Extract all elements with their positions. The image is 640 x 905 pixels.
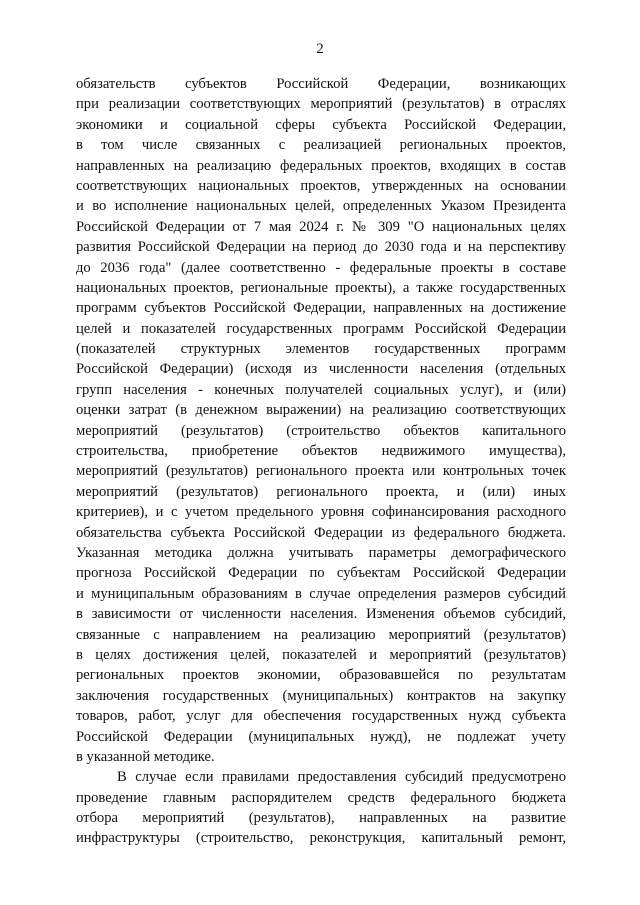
text-line: развития Российской Федерации на период до 2030 года и на перспективу [76, 239, 566, 256]
text-line: Указанная методика должна учитывать параметры демографического [76, 544, 566, 561]
text-line: групп населения - конечных получателей социальных услуг), и (или) [76, 381, 566, 398]
text-line: в зависимости от численности населения. Изменения объемов субсидий, [76, 606, 566, 623]
text-line: Российской Федерации) (исходя из численности населения (отдельных [76, 361, 566, 378]
text-line: Российской Федерации от 7 мая 2024 г. № 309 "О национальных целях [76, 218, 566, 235]
text-line: в указанной методике. [76, 748, 215, 765]
text-line: в том числе связанных с реализацией региональных проектов, [76, 137, 566, 154]
text-line: критериев), и с учетом предельного уровня софинансирования расходного [76, 504, 566, 521]
text-line: мероприятий (результатов) регионального проекта, и (или) иных [76, 483, 566, 500]
text-line: отбора мероприятий (результатов), направленных на развитие [76, 810, 566, 827]
text-line: в целях достижения целей, показателей и мероприятий (результатов) [76, 646, 566, 663]
text-line: Российской Федерации (муниципальных нужд), не подлежат учету [76, 728, 566, 745]
text-line: оценки затрат (в денежном выражении) на реализацию соответствующих [76, 402, 566, 419]
text-line: до 2036 года" (далее соответственно - федеральные проекты в составе [76, 259, 566, 276]
text-line: национальных проектов, региональные проекты), а также государственных [76, 279, 566, 296]
text-line: обязательства субъекта Российской Федерации из федерального бюджета. [76, 524, 566, 541]
text-line: мероприятий (результатов) регионального проекта или контрольных точек [76, 463, 566, 480]
text-line: (показателей структурных элементов государственных программ [76, 341, 566, 358]
text-line: В случае если правилами предоставления субсидий предусмотрено [117, 769, 566, 786]
text-line: целей и показателей государственных программ Российской Федерации [76, 320, 566, 337]
text-line: направленных на реализацию федеральных проектов, входящих в состав [76, 157, 566, 174]
text-line: прогноза Российской Федерации по субъектам Российской Федерации [76, 565, 566, 582]
text-line: программ субъектов Российской Федерации, направленных на достижение [76, 300, 566, 317]
text-line: соответствующих национальных проектов, утвержденных на основании [76, 177, 566, 194]
text-line: связанные с направлением на реализацию мероприятий (результатов) [76, 626, 566, 643]
text-line: проведение главным распорядителем средств федерального бюджета [76, 789, 566, 806]
text-line: мероприятий (результатов) (строительство объектов капитального [76, 422, 566, 439]
text-line: и муниципальным образованиям в случае определения размеров субсидий [76, 585, 566, 602]
text-line: обязательств субъектов Российской Федерации, возникающих [76, 76, 566, 92]
text-line: заключения государственных (муниципальных) контрактов на закупку [76, 687, 566, 704]
text-line: экономики и социальной сферы субъекта Российской Федерации, [76, 116, 566, 133]
text-line: товаров, работ, услуг для обеспечения государственных нужд субъекта [76, 708, 566, 725]
text-line: строительства, приобретение объектов недвижимого имущества), [76, 443, 566, 460]
text-line: инфраструктуры (строительство, реконструкция, капитальный ремонт, [76, 830, 566, 847]
text-line: и во исполнение национальных целей, определенных Указом Президента [76, 198, 566, 215]
page-number: 2 [316, 41, 324, 57]
body-text [76, 74, 566, 849]
text-line: региональных проектов экономии, образовавшейся по результатам [76, 667, 566, 684]
text-line: при реализации соответствующих мероприятий (результатов) в отраслях [76, 96, 566, 113]
